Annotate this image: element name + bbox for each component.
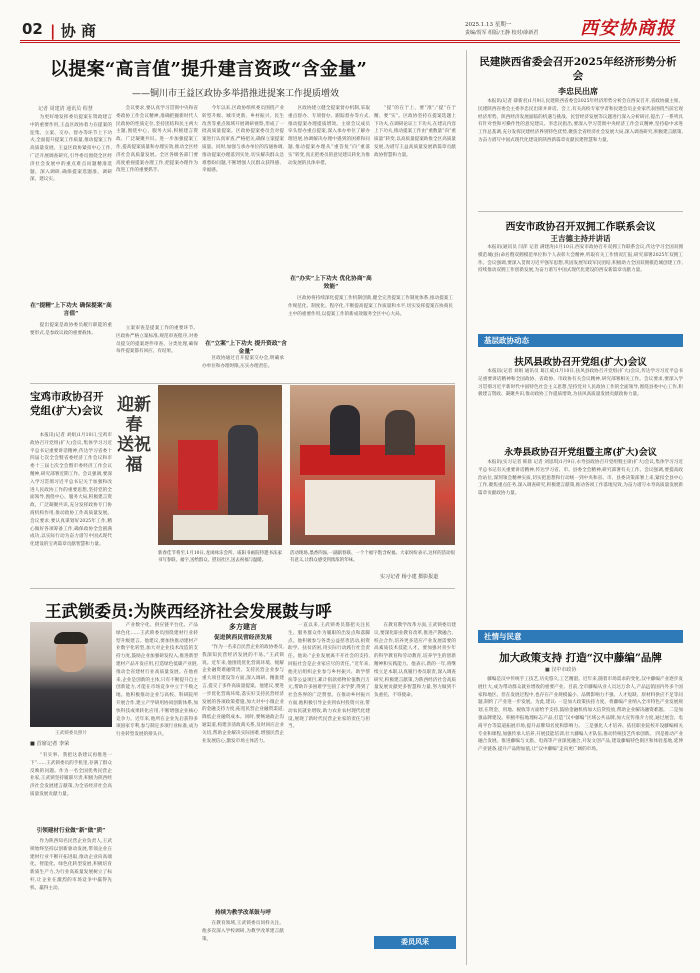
opinion-byline: ■ 汉中市政协: [545, 667, 577, 673]
lead-subhead-2: 在“立案”上下功夫 提升资政“含金量”: [205, 341, 287, 355]
feature-subhead-3: 促进陕西民营经济发展: [214, 635, 272, 641]
feature-subhead-2: 多方建言: [229, 622, 257, 631]
lead-col-4: 区政协建立健全提案督办机制,采取重点督办、专项督办、跟踪督办等方式,推动提案办理提质增效。主席会议成员牵头督办重点提案,深入承办单位了解办理进展,协调解决办理中遇到的困难和问题,推动提案办理从“重答复”向“重落实”转变,真正把委员的意见建议转化为推动发展的具体举措。: [288, 106, 370, 166]
lead-col-1: 为更好地发挥委员提案在资政建言中的重要作用,王益区政协着力在提案的征集、立案、交办、督办等环节上下功夫,全面提升提案工作质量,推动提案工作高质量发展。王益区政协紧扣中心工作,广泛开展调查研究,引导委员围绕全区经济社会发展中的重点难点问题精准选题、深入调研,确保提案选题准、调研深、建议实。: [30, 115, 112, 183]
news3-title: 宝鸡市政协召开党组(扩大)会议: [30, 391, 104, 417]
spring-photo-credit: 实习记者 杨小建 摄影报道: [380, 574, 439, 580]
section-bar-grassroots: 基层政协动态: [478, 334, 683, 347]
news1-title: 民建陕西省委会召开2025年经济形势分析会: [479, 56, 677, 82]
header-rule: [20, 40, 680, 41]
section-bar-opinion: 社情与民意: [478, 630, 683, 643]
spring-photo-2: [290, 385, 455, 545]
feature-subhead-1: 引领建材行业做“新”做“质”: [36, 828, 106, 834]
feature-subhead-4: 持续为教学改革鼓与呼: [215, 910, 271, 916]
feature-col-5: 在教育教学改革方面,王武锁委员建议,要深化职业教育改革,推进产教融合、校企合作,培养更多适应产业发展需要的高素质技术技能人才。要加强对青少年的科学教育和劳动教育,培养学生的创新精神和实践能力。他表示,新的一年,将继续立足本职,认真履行委员职责,深入调查研究,积极建言献策,为陕西经济社会高质量发展贡献更多智慧和力量,努力做到不负重托、不辱使命。: [374, 623, 456, 699]
news3-body: 本报讯(记者 刘娟)1月10日,宝鸡市政协召开党组(扩大)会议,集体学习习近平总书记重要讲话精神,传达学习省委十四届七次全会暨省委经济工作会议和市委十三届七次全会暨市委经济工作会议精神,研究部署近期工作。会议强调,要深入学习贯彻习近平总书记关于加强和改进人民政协工作的重要思想,坚持党的全面领导,围绕中心、服务大局,积极建言资政、广泛凝聚共识,充分发挥政协专门协商机构作用,推动政协工作高质量发展。会议要求,要认真谋划好2025年工作,精心做好各项筹备工作,确保政协全会圆满成功,以实际行动为奋力谱写中国式现代化建设的宝鸡篇章贡献智慧和力量。: [30, 433, 112, 548]
lead-col-5: “提”的在于上、要“准”;“提”在于精、要“实”。区政协坚持在提案选题上下功夫,在调研论证上下功夫,在建议内容上下功夫,推动提案工作由“重数量”向“重质量”转变,以高质量提案助推全区高质量发展,为谱写王益高质量发展新篇章贡献政协智慧和力量。: [374, 106, 456, 158]
date-line: 2025.1.13 星期一: [465, 22, 512, 28]
lead-title: 以提案“高言值”提升建言资政“含金量”: [50, 59, 368, 80]
opinion-body: 藤编是汉中传统手工技艺,历史悠久,工艺精湛。近年来,随着市场需求的变化,汉中藤编产业逐步发展壮大,成为带动群众就业增收的重要产业。目前,全市藤编从业人员达万余人,产品远销国内外多个国家和地区。但在发展过程中,也存在产业规模偏小、品牌影响力不强、人才短缺、原材料供应不足等问题,制约了产业进一步发展。为此,建议: 一是加大政策扶持力度。将藤编产业纳入全市特色产业发展规划,在资金、用地、税收等方面给予支持,鼓励金融机构加大信贷投放,帮助企业解决融资难题。 二是加强品牌建设。积极申报地理标志产品,打造“汉中藤编”区域公共品牌,加大宣传推介力度,通过展会、电商平台等渠道拓展市场,提升品牌知名度和影响力。 三是强化人才培养。依托职业院校开设藤编相关专业和课程,加强传承人培养,开展技能培训,壮大藤编人才队伍,推动传统技艺传承创新。 四是推动产业融合发展。推进藤编与文旅、电商等产业深度融合,开发文创产品,建设藤编特色街区和体验基地,延伸产业链条,提升产品附加值,让“汉中藤编”走向更广阔的市场。: [478, 677, 683, 753]
editor-line: 责编/贺军 组版/王静 校对/薛新君: [465, 30, 539, 36]
feature-photo-caption: 王武锁委员照片: [54, 731, 88, 736]
lead-col-3: 今年以来,区政协组织委员围绕产业转型升级、城市更新、乡村振兴、民生改善等重点领域开展调研视察,形成了一批高质量提案。区政协提案委员会对提案进行认真审查,严格把关,确保立案提案质量。同时,加强与承办单位的沟通协调,推动提案办理落到实处,切实解决群众急难愁盼问题,不断增强人民群众获得感、幸福感。: [202, 106, 284, 174]
lead-col-3b: 区政协通过召开提案交办会,明确承办单位和办理时限,压实办理责任。: [202, 356, 284, 369]
page-number: 02: [22, 20, 43, 38]
feature-col-1b: 作为陕西知名民营企业负责人,王武锁始终坚持以创新驱动发展,带领企业在建材行业不断开拓进取,推动企业向高端化、智能化、绿色化转型发展,积极培育新质生产力,为行业高质量发展树立了标杆,让企业在激烈的市场竞争中赢得先机、赢得主动。: [30, 839, 112, 891]
lead-col-2b: 立案审查是提案工作的重要环节。区政协严格立案标准,规范审查程序,对委员提交的提案逐件审查、分类处理,确保每件提案都有回应、有结果。: [116, 326, 198, 355]
section-name: | 协 商: [50, 22, 96, 40]
item1-title: 扶风县政协召开党组(扩大)会议: [514, 357, 647, 368]
feature-col-3b: 在教育领域,王武锁委员同样关注。他多次深入学校调研,为教学改革建言献策。: [202, 921, 284, 942]
bottom-bar-member-style: 委员风采: [374, 936, 456, 949]
feature-byline: ■ 首席记者 李荣: [30, 741, 70, 747]
item1-body: 本报讯(记者 刘娟 通讯员 葛江威)1月10日,扶风县政协召开党组(扩大)会议,传达学习习近平总书记重要讲话精神和全国政协、省政协、市政协有关会议精神,研究部署相关工作。会议要求,要深入学习贯彻习近平新时代中国特色社会主义思想,坚持党对人民政协工作的全面领导,围绕县委中心工作,积极建言资政、凝聚共识,推动政协工作提质增效,为扶风高质量发展贡献政协力量。: [478, 369, 683, 398]
news2-title: 西安市政协召开双拥工作联系会议: [505, 222, 656, 233]
lead-col-1b: 提出提案是政协委员履行职能的重要形式,是参政议政的重要载体。: [30, 323, 112, 336]
lead-subhead-1: 在“提精”上下功夫 确保提案“高言值”: [30, 303, 112, 317]
lead-subtitle: ——铜川市王益区政协多举措推进提案工作提质增效: [132, 89, 340, 99]
lead-subhead-3: 在“办实”上下功夫 优化协商“高效能”: [290, 276, 372, 290]
opinion-title: 加大政策支持 打造“汉中藤编”品牌: [499, 652, 662, 664]
lead-byline: 记者 周建清 通讯员 程慧: [38, 106, 93, 112]
masthead-logo: 西安协商报: [580, 18, 675, 39]
news2-byline: 王吉德主持并讲话: [550, 234, 611, 243]
feature-col-4: 一直以来,王武锁委员都把关注民生、服务群众作为履职的出发点和落脚点。他积极参与各类公益慈善活动,捐资助学、扶贫济困,用实际行动践行社会责任。他说:“企业发展离不开社会的支持,回报社会是企业家应尽的责任。”近年来,他先后组织企业参与乡村振兴、助学帮扶等公益项目,累计捐款捐物价值数百万元,帮助许多困难学生圆了求学梦,得到了社会各界的广泛赞誉。在推动乡村振兴方面,他积极引导企业到农村投资兴业,带动农民就业增收,助力农业农村现代化建设,展现了新时代民营企业家的责任与担当。: [288, 623, 370, 730]
item2-title: 永寿县政协召开党组暨主席(扩大)会议: [504, 448, 657, 458]
spring-caption-2: 活动现场,墨香四溢,一副副春联、一个个福字饱含祝福。大家纷纷表示,这样的活动很有意义,让群众感受到浓浓的年味。: [290, 551, 455, 563]
feature-col-1: “有实事、我把这条建议再推进一下”……王武锁委员的手机里,存满了群众反映的问题。作为一名全国优秀民营企业家,王武锁坚持履职尽责,积极为陕西经济社会发展建言献策,为全省经济社会高质量发展贡献力量。: [30, 753, 112, 797]
item2-body: 本报讯(实习记者 韩晨 记者 刘思琪)1月9日,永寿县政协召开党组暨主席(扩大)会议,集体学习习近平总书记有关重要讲话精神,传达学习省、市、县委全会精神,研究部署有关工作。会议强调,要提高政治站位,深刻领会精神实质,切实把思想和行动统一到中央和省、市、县委决策部署上来,紧扣全县中心工作,聚焦重点任务,深入调查研究,积极建言献策,推动各项工作落地见效,为奋力谱写永寿高质量发展新篇章贡献政协力量。: [478, 460, 683, 497]
spring-photo-1: [158, 385, 282, 545]
lead-col-2: 会议要求,要认真学习贯彻中央和省委政协工作会议精神,准确把握新时代人民政协的性质定位,坚持团结和民主两大主题,围绕中心、服务大局,积极建言资政、广泛凝聚共识。进一步加强提案工作,提高提案质量和办理实效,推动全区经济社会高质量发展。全区各级各部门要高度重视提案办理工作,把提案办理作为改进工作的重要抓手。: [116, 106, 198, 174]
feature-col-2: 产业数字化、供应链平台化、产品绿色化……王武锁委员围绕建材行业转型升级建言。他建议,要加快推动建材产业数字化转型,加大对企业技术改造的支持力度,鼓励企业加强研发投入,推进新型建材产品开发应用,打造绿色低碳产业链,推动全省建材行业高质量发展。在他看来,企业是创新的主体,只有不断提升自主创新能力,才能在市场竞争中立于不败之地。他积极推动企业与高校、科研院所开展合作,建立产学研用协同创新体系,加快科技成果转化应用,不断增强企业核心竞争力。近年来,他所在企业先后获得多项国家专利,参与制定多项行业标准,成为行业转型发展的排头兵。: [116, 623, 198, 738]
spring-caption-1: 新春佳节将至,1月10日,龙岗咏乐会所、咸阳书画院特邀书法家书写春联、福字,送给群众、慰问社区,送去祝福与温暖。: [158, 551, 282, 563]
spring-headline: 迎新春 送祝福: [117, 395, 151, 475]
feature-title: 王武锁委员:为陕西经济社会发展鼓与呼: [45, 602, 332, 621]
feature-col-3: “作为一名来自民营企业的政协委员,我深知民营经济发展的不易。”王武锁说。近年来,他围绕优化营商环境、缓解企业融资难融资贵、支持民营企业参与重大项目建设等方面,深入调研、精准建言,提交了多件高质量提案。他建议,要进一步优化营商环境,落实好支持民营经济发展的各项政策措施,加大对中小微企业的金融支持力度,拓宽民营企业融资渠道,降低企业融资成本。同时,要畅通政企沟通渠道,构建亲清政商关系,及时回应企业关切,帮助企业解决实际困难,增强民营企业发展信心,激发市场主体活力。: [202, 645, 284, 744]
feature-photo: [30, 622, 112, 727]
news1-byline: 李忠民出席: [558, 86, 598, 96]
news2-body: 本报讯(通讯员 闫萍 记者 满建涛)1月10日,西安市政协召开双拥工作联系会议,传达学习全国双拥模范城(县)命名暨双拥模范单位和个人表彰大会精神,听取有关工作情况汇报,研究部署2025年双拥工作。会议强调,要深入贯彻习近平强军思想,巩固发展军政军民团结,积极助力全国双拥模范城创建工作,持续推动双拥工作创新发展,为奋力谱写中国式现代化建设的西安新篇章贡献力量。: [478, 245, 683, 274]
news1-body: 本报讯(记者 薛新君)1月9日,民建陕西省委会2025年经济形势分析会在西安召开,省政协副主席、民建陕西省委会主委李忠民出席并讲话。会上,有关高校专家学者和民建会员企业家代表围绕当前宏观经济形势、陕西经济发展面临的机遇与挑战、民营经济发展等议题进行深入分析研讨,提出了一系列具有针对性和可操作性的意见建议。李忠民指出,要深入学习贯彻中央经济工作会议精神,坚持稳中求进工作总基调,充分发挥民建经济界别特色优势,聚焦全省经济社会发展大局,深入调查研究,积极建言献策,为奋力谱写中国式现代化建设的陕西新篇章贡献民建智慧和力量。: [478, 99, 683, 143]
lead-col-4b: 区政协将持续深化提案工作机制创新,健全完善提案工作制度体系,推动提案工作规范化、制度化、程序化,不断提高提案工作质量和水平,切实发挥提案在协商民主中的重要作用,以提案工作的新成效服务全区中心大局。: [288, 296, 453, 317]
